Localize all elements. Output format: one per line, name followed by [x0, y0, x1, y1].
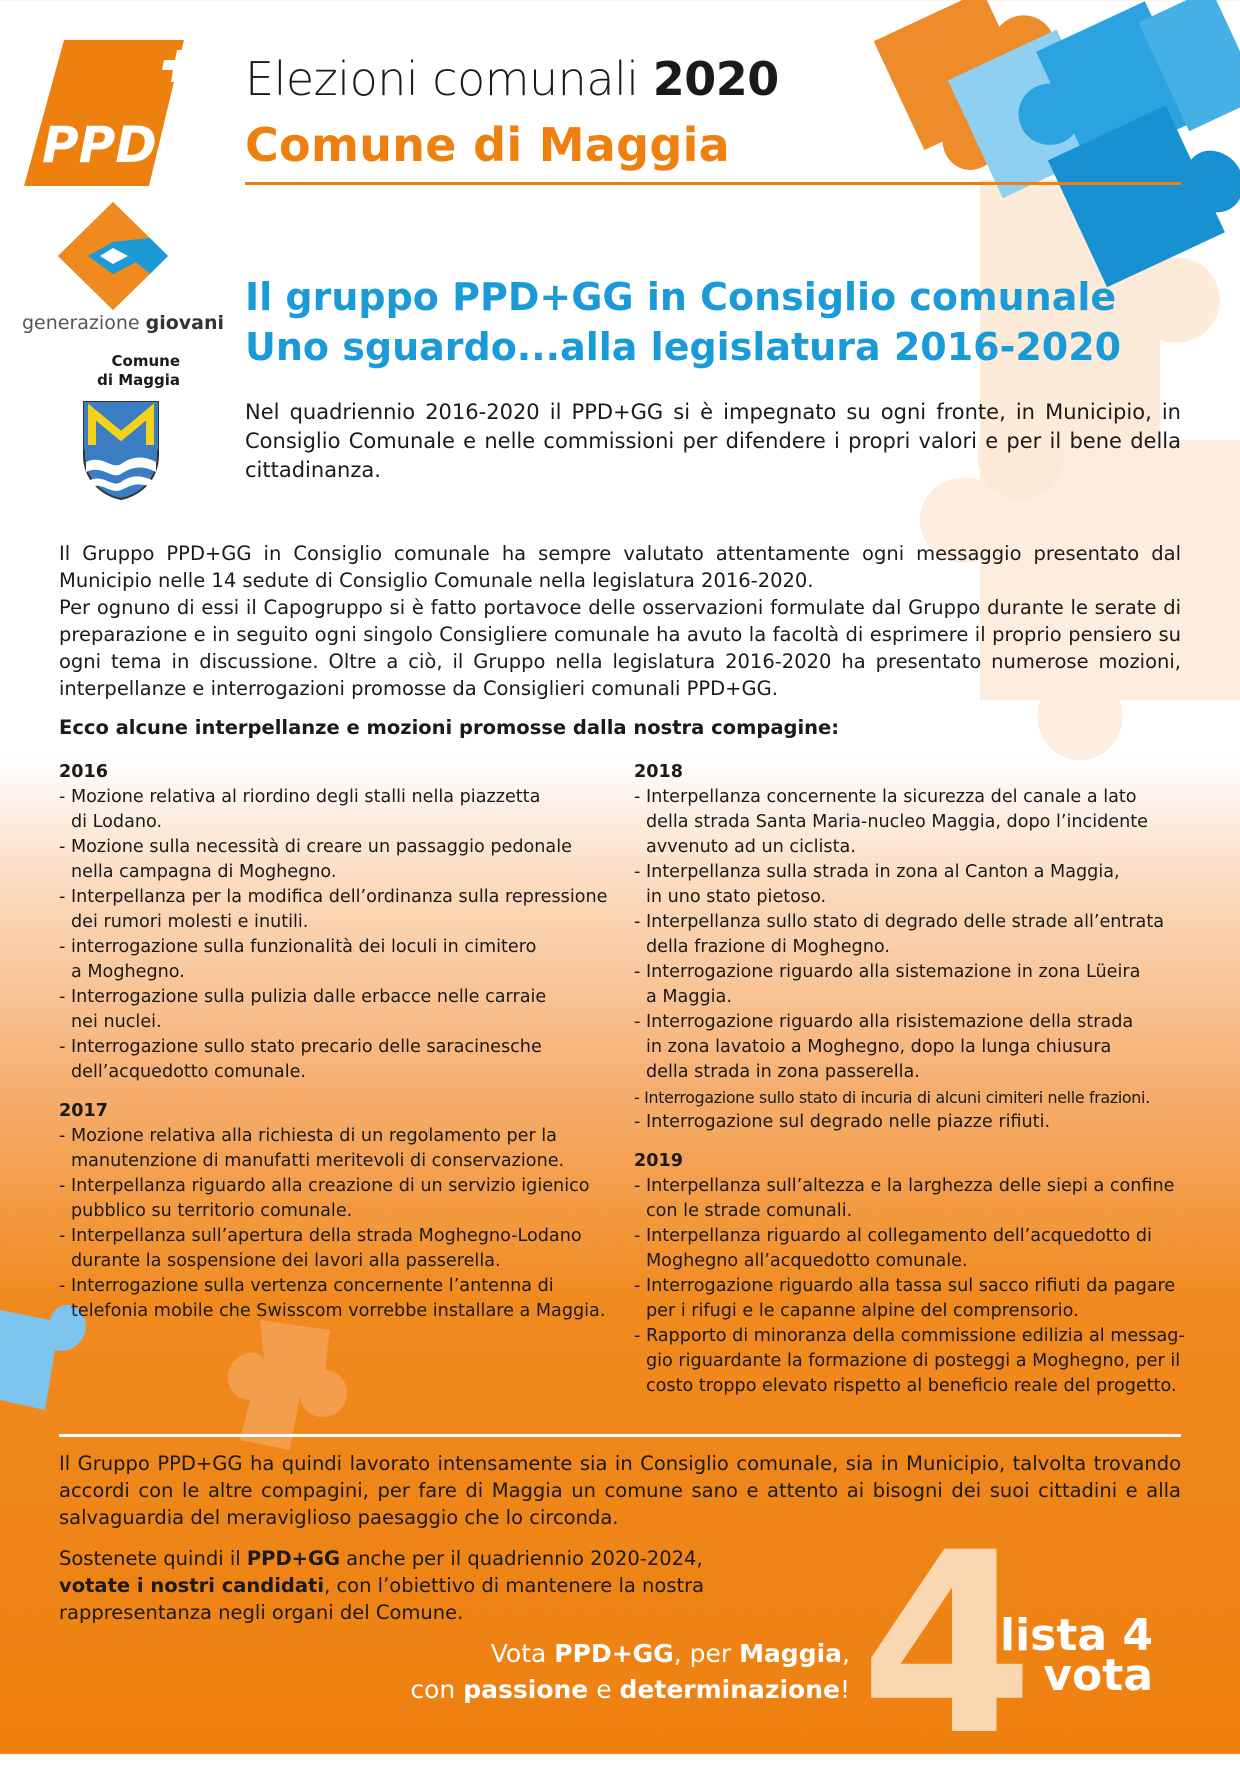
support-bold-votate: votate i nostri candidati	[59, 1574, 325, 1597]
list-item: - Interrogazione riguardo alla tassa sul sacco rifiuti da pagare	[634, 1276, 1176, 1296]
vota-w1: Vota	[490, 1639, 555, 1668]
vota-w5: e	[588, 1675, 620, 1704]
year-2018: 2018	[634, 762, 683, 782]
list-item: telefonia mobile che Swisscom vorrebbe installare a Maggia.	[71, 1301, 606, 1321]
title-prefix: Elezioni comunali	[245, 52, 639, 106]
list-item: nei nuclei.	[71, 1012, 162, 1032]
vota-b4: determinazione	[619, 1675, 840, 1704]
intro-paragraph: Nel quadriennio 2016-2020 il PPD+GG si è impegnato su ogni fronte, in Municipio, in Consiglio Comunale e nelle commissioni per difendere i propri valori e per il bene della cittadinanza.	[245, 400, 1181, 482]
maggia-crest-icon	[82, 400, 160, 500]
list-heading: Ecco alcune interpellanze e mozioni promosse dalla nostra compagine:	[59, 716, 840, 739]
lista-line2: vota	[1043, 1650, 1154, 1701]
gg-text-light: generazione	[22, 312, 140, 334]
generazione-giovani-logo	[58, 202, 168, 310]
support-bold-ppdgg: PPD+GG	[246, 1547, 340, 1570]
header-divider	[245, 182, 1181, 185]
support-text-2: anche per il quadriennio 2020-2024,	[339, 1547, 703, 1570]
title-year: 2020	[652, 52, 779, 106]
comune-label-line2: di Maggia	[97, 371, 180, 389]
list-2016	[59, 785, 619, 1085]
list-item: - Interrogazione sullo stato di incuria di alcuni cimiteri nelle frazioni.	[634, 1088, 1150, 1107]
vota-w2: , per	[673, 1639, 740, 1668]
headline-line2: Uno sguardo...alla legislatura 2016-2020	[245, 325, 1122, 369]
closing-paragraph: Il Gruppo PPD+GG ha quindi lavorato intensamente sia in Consiglio comunale, sia in Municipio, talvolta trovando accordi con le altre compagini, per fare di Maggia un comune sano e attento ai bisogni dei suoi cittadini e alla salvaguardia del meraviglioso paesaggio che lo circonda.	[59, 1452, 1181, 1529]
right-column	[634, 760, 1194, 1413]
list-2017	[59, 1124, 619, 1324]
list-item: - Mozione relativa al riordino degli stalli nella piazzetta	[59, 787, 541, 807]
list-item: - Mozione sulla necessità di creare un passaggio pedonale	[59, 837, 572, 857]
vota-w6: !	[839, 1675, 850, 1704]
list-item: avvenuto ad un ciclista.	[646, 837, 856, 857]
list-item: per i rifugi e le capanne alpine del comprensorio.	[646, 1301, 1079, 1321]
list-2018	[634, 785, 1194, 1135]
list-item: - Interrogazione sulla pulizia dalle erbacce nelle carraie	[59, 987, 547, 1007]
list-item: - Interrogazione sul degrado nelle piazze rifiuti.	[634, 1112, 1051, 1132]
list-item: a Maggia.	[646, 987, 732, 1007]
list-item: con le strade comunali.	[646, 1201, 853, 1221]
vota-slogan	[410, 1636, 850, 1708]
list-item: - Interpellanza sullo stato di degrado delle strade all’entrata	[634, 912, 1165, 932]
vota-w4: con	[410, 1675, 464, 1704]
body-paragraph-2: Per ognuno di essi il Capogruppo si è fatto portavoce delle osservazioni formulate dal Gruppo durante le serate di preparazione e in seguito ogni singolo Consigliere comunale ha avuto la facoltà di esprimere il proprio pensiero su ogni tema in discussione. Oltre a ciò, il Gruppo nella legislatura 2016-2020 ha presentato numerose mozioni, interpellanze e interrogazioni promosse da Consiglieri comunali PPD+GG.	[59, 596, 1181, 700]
list-item: a Moghegno.	[71, 962, 185, 982]
lista-badge	[1000, 1610, 1154, 1701]
list-item: - Interrogazione riguardo alla sistemazione in zona Lüeira	[634, 962, 1141, 982]
list-item: dei rumori molesti e inutili.	[71, 912, 309, 932]
list-item: - Interrogazione sullo stato precario delle saracinesche	[59, 1037, 542, 1057]
list-item: - Interrogazione riguardo alla risistemazione della strada	[634, 1012, 1134, 1032]
left-column	[59, 760, 619, 1338]
list-item: manutenzione di manufatti meritevoli di conservazione.	[71, 1151, 565, 1171]
vota-slogan-line1	[410, 1636, 850, 1672]
list-item: durante la sospensione dei lavori alla passerella.	[71, 1251, 501, 1271]
vota-slogan-line2	[410, 1672, 850, 1708]
list-item: pubblico su territorio comunale.	[71, 1201, 353, 1221]
list-item: di Lodano.	[71, 812, 163, 832]
vota-b2: Maggia	[739, 1639, 843, 1668]
list-item: - Interpellanza concernente la sicurezza del canale a lato	[634, 787, 1137, 807]
title-elezioni	[245, 52, 779, 106]
list-item: - Interrogazione sulla vertenza concernente l’antenna di	[59, 1276, 554, 1296]
list-item: - Interpellanza per la modifica dell’ordinanza sulla repressione	[59, 887, 608, 907]
lista-line1: lista 4	[1000, 1610, 1154, 1661]
year-2017: 2017	[59, 1101, 108, 1121]
support-text-3: , con l’obiettivo di mantenere la nostra rappresentanza negli organi del Comune.	[59, 1574, 705, 1624]
list-item: - Interpellanza riguardo alla creazione di un servizio igienico	[59, 1176, 590, 1196]
list-item: dell’acquedotto comunale.	[71, 1062, 307, 1082]
year-2019: 2019	[634, 1151, 683, 1171]
list-item: della frazione di Moghegno.	[646, 937, 890, 957]
support-paragraph	[59, 1545, 779, 1626]
generazione-giovani-text	[22, 312, 224, 334]
headline	[245, 272, 1121, 372]
list-item: gio riguardante la formazione di posteggi a Moghegno, per il	[646, 1351, 1181, 1371]
vota-b1: PPD+GG	[554, 1639, 674, 1668]
ppd-logo	[24, 40, 206, 186]
body-text	[59, 540, 1181, 702]
comune-label-line1: Comune	[111, 352, 180, 370]
ppd-logo-text: PPD	[42, 116, 157, 174]
list-item: - Interpellanza sull’apertura della strada Moghegno-Lodano	[59, 1226, 582, 1246]
list-item: nella campagna di Moghegno.	[71, 862, 337, 882]
support-text-1: Sostenete quindi il	[59, 1547, 247, 1570]
list-item: - Rapporto di minoranza della commissione edilizia al messag-	[634, 1326, 1185, 1346]
list-item: - Interpellanza riguardo al collegamento dell’acquedotto di	[634, 1226, 1152, 1246]
big-number-four: 4	[860, 1499, 1034, 1790]
footer-divider	[59, 1434, 1181, 1437]
list-item: - interrogazione sulla funzionalità dei loculi in cimitero	[59, 937, 537, 957]
gg-text-bold: giovani	[145, 312, 225, 334]
list-item: in zona lavatoio a Moghegno, dopo la lunga chiusura	[646, 1037, 1112, 1057]
list-item: costo troppo elevato rispetto al beneficio reale del progetto.	[646, 1376, 1177, 1396]
vota-b3: passione	[463, 1675, 589, 1704]
list-item: - Mozione relativa alla richiesta di un regolamento per la	[59, 1126, 557, 1146]
title-comune: Comune di Maggia	[245, 118, 730, 172]
list-2019	[634, 1174, 1194, 1399]
comune-label	[60, 352, 180, 390]
list-item: - Interpellanza sull’altezza e la larghezza delle siepi a confine	[634, 1176, 1175, 1196]
year-2016: 2016	[59, 762, 108, 782]
list-item: Moghegno all’acquedotto comunale.	[646, 1251, 968, 1271]
list-item: della strada Santa Maria-nucleo Maggia, dopo l’incidente	[646, 812, 1148, 832]
list-item: - Interpellanza sulla strada in zona al Canton a Maggia,	[634, 862, 1120, 882]
vota-w3: ,	[842, 1639, 850, 1668]
list-item: in uno stato pietoso.	[646, 887, 827, 907]
body-paragraph-1: Il Gruppo PPD+GG in Consiglio comunale ha sempre valutato attentamente ogni messaggio presentato dal Municipio nelle 14 sedute di Consiglio Comunale nella legislatura 2016-2020.	[59, 542, 1181, 592]
headline-line1: Il gruppo PPD+GG in Consiglio comunale	[245, 275, 1117, 319]
list-item: della strada in zona passerella.	[646, 1062, 920, 1082]
